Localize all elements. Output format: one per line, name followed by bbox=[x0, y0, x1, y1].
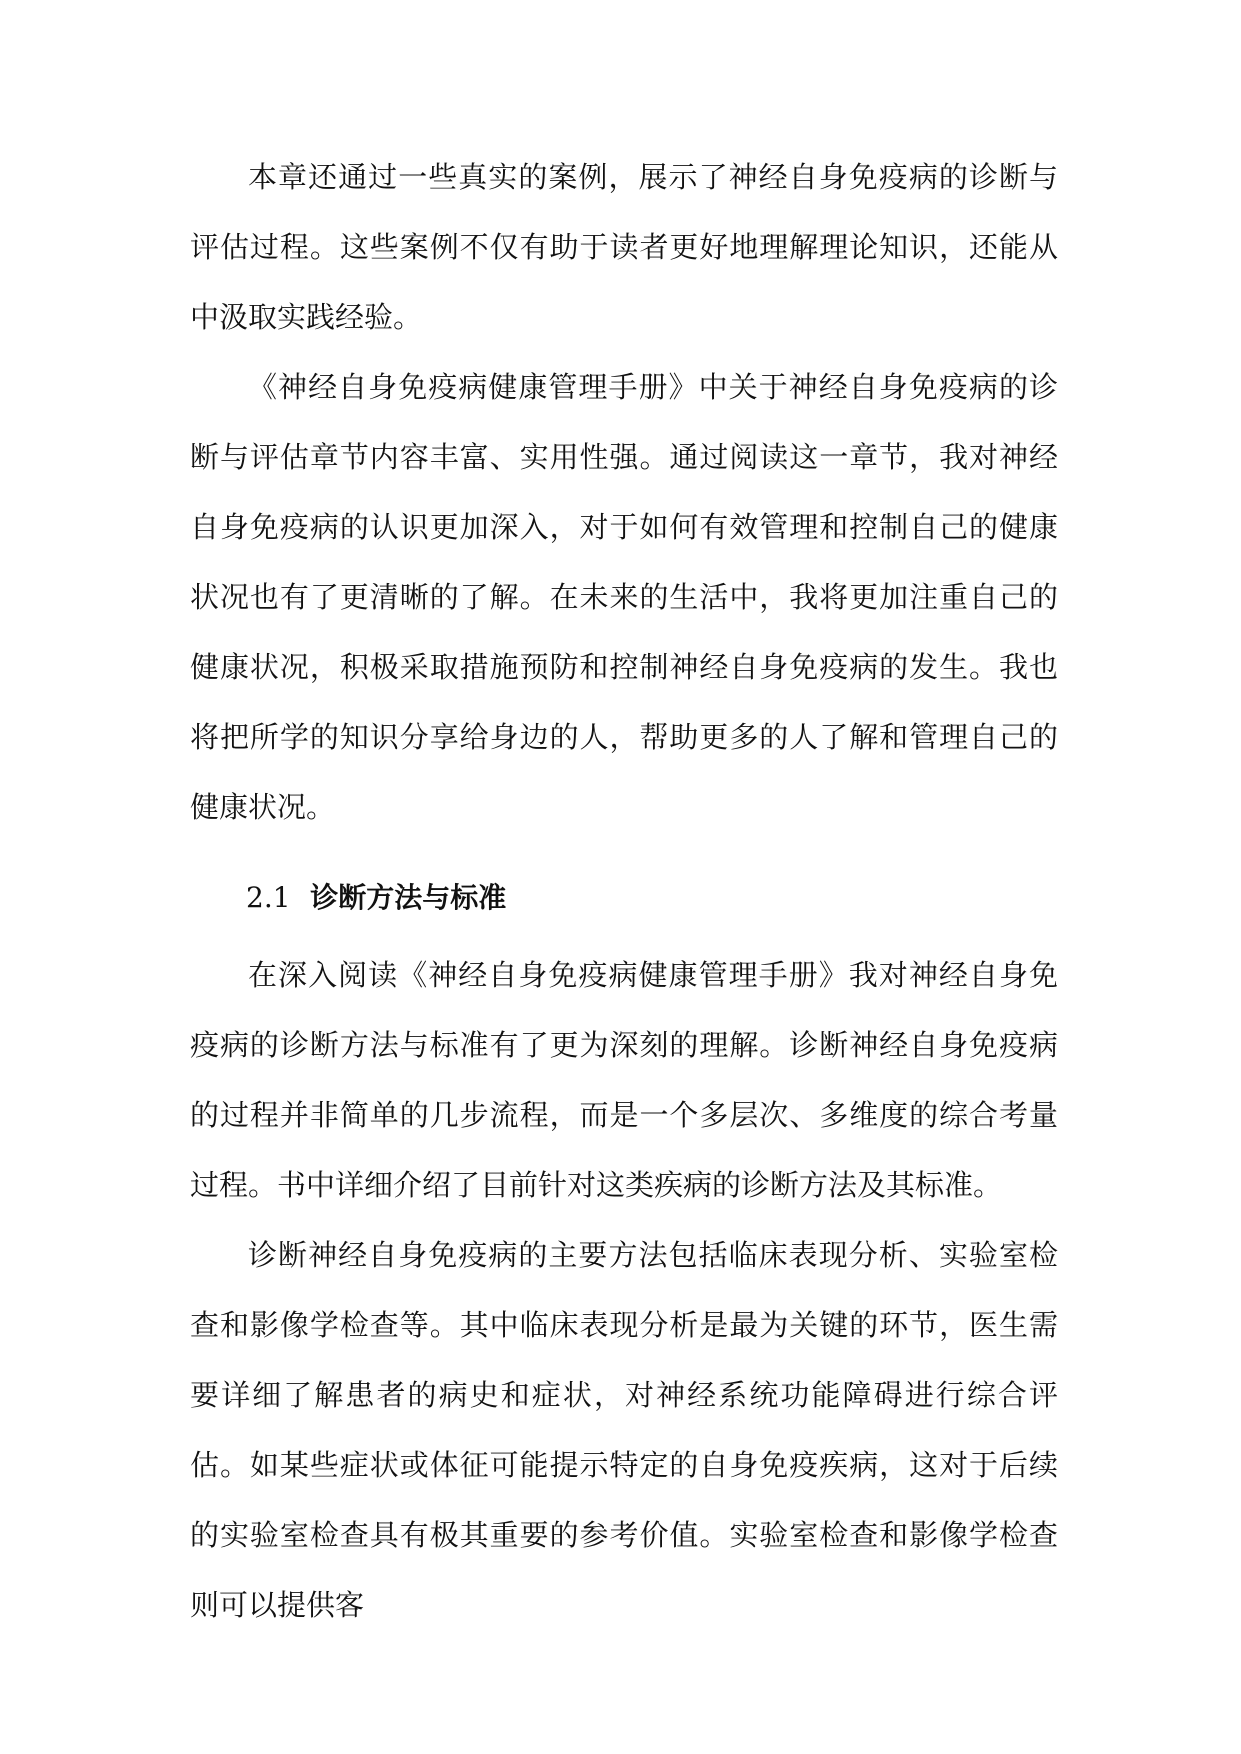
paragraph-diagnosis-intro: 在深入阅读《神经自身免疫病健康管理手册》我对神经自身免疫病的诊断方法与标准有了更为深刻的理解。诊断神经自身免疫病的过程并非简单的几步流程，而是一个多层次、多维度的综合考量过程。书中详细介绍了目前针对这类疾病的诊断方法及其标准。 bbox=[190, 958, 1058, 1202]
section-heading bbox=[190, 856, 1058, 940]
paragraph-diagnosis-methods: 诊断神经自身免疫病的主要方法包括临床表现分析、实验室检查和影像学检查等。其中临床表现分析是最为关键的环节，医生需要详细了解患者的病史和症状，对神经系统功能障碍进行综合评估。如某些症状或体征可能提示特定的自身免疫疾病，这对于后续的实验室检查具有极其重要的参考价值。实验室检查和影像学检查则可以提供客 bbox=[190, 1238, 1058, 1622]
paragraph-chapter-summary: 《神经自身免疫病健康管理手册》中关于神经自身免疫病的诊断与评估章节内容丰富、实用性强。通过阅读这一章节，我对神经自身免疫病的认识更加深入，对于如何有效管理和控制自己的健康状况也有了更清晰的了解。在未来的生活中，我将更加注重自己的健康状况，积极采取措施预防和控制神经自身免疫病的发生。我也将把所学的知识分享给身边的人，帮助更多的人了解和管理自己的健康状况。 bbox=[190, 370, 1058, 824]
section-number: 2.1 bbox=[246, 881, 291, 914]
paragraph-case-studies: 本章还通过一些真实的案例，展示了神经自身免疫病的诊断与评估过程。这些案例不仅有助于读者更好地理解理论知识，还能从中汲取实践经验。 bbox=[190, 160, 1058, 334]
section-title: 诊断方法与标准 bbox=[310, 881, 507, 914]
document-body bbox=[190, 142, 1058, 1640]
